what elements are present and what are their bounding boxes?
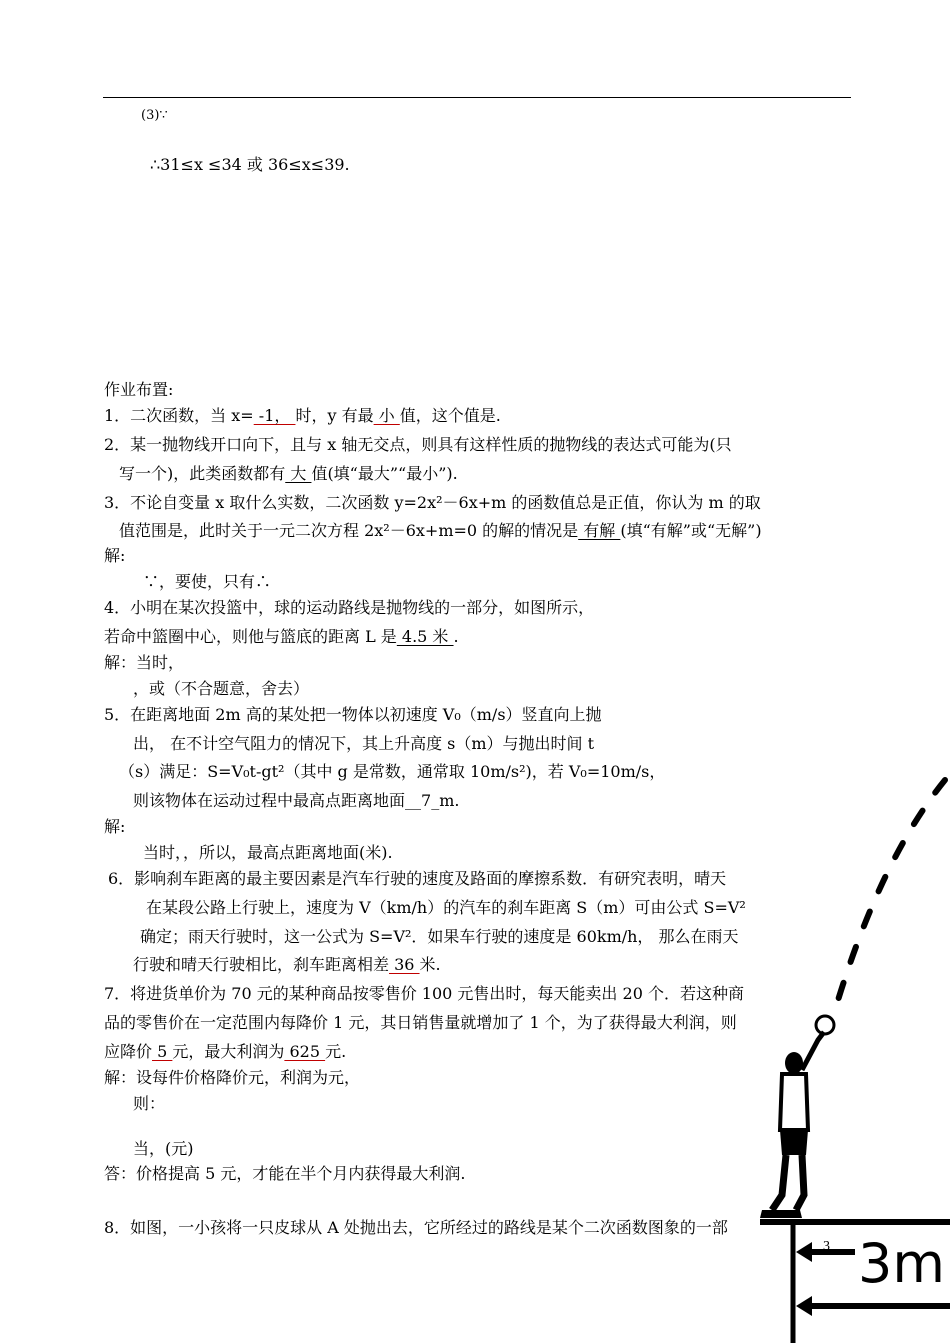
question-5-line-4 xyxy=(133,791,459,811)
question-5-line-2: 出， 在不计空气阻力的情况下，其上升高度 s（m）与抛出时间 t xyxy=(133,734,595,753)
q5-text-post: m. xyxy=(439,791,460,810)
question-6-line-3: 确定；雨天行驶时，这一公式为 S=V²．如果车行驶的速度是 60km/h， 那么在雨天 xyxy=(140,927,739,946)
solution-3: ∴31≤x ≤34 或 36≤x≤39. xyxy=(150,155,350,174)
q4-solution-1: 解：当时， xyxy=(104,653,185,672)
player-arm xyxy=(802,1032,824,1070)
q7-solution-3: 当，(元) xyxy=(133,1139,194,1158)
question-5-line-3: （s）满足：S=V₀t-gt²（其中 g 是常数，通常取 10m/s²)，若 V₀=10m/s， xyxy=(119,762,666,781)
q2-text-post: 值(填“最大”“最小”). xyxy=(311,464,458,483)
page-number: 3 xyxy=(823,1239,830,1254)
q6-text: 行驶和晴天行驶相比，刹车距离相差 xyxy=(133,955,390,974)
question-7-line-1: 7．将进货单价为 70 元的某种商品按零售价 100 元售出时，每天能卖出 20 个．若这种商 xyxy=(104,984,744,1003)
q4-text: 若命中篮圈中心，则他与篮底的距离 L 是 xyxy=(104,627,397,646)
q3-solution: ∵，要使，只有∴ xyxy=(143,572,272,591)
q5-answer: __7_ xyxy=(405,791,440,810)
q7-answer-line: 答：价格提高 5 元，才能在半个月内获得最大利润. xyxy=(104,1164,466,1183)
player-feet xyxy=(760,1210,802,1218)
q3-answer: 有解 xyxy=(578,521,621,540)
q7-solution-2: 则： xyxy=(133,1094,166,1113)
question-3-line-1: 3．不论自变量 x 取什么实数，二次函数 y=2x²－6x+m 的函数值总是正值，你认为 m 的取 xyxy=(104,493,761,512)
q4-text-post: . xyxy=(453,627,459,646)
question-6-line-2: 在某段公路上行驶上，速度为 V（km/h）的汽车的刹车距离 S（m）可由公式 S=V² xyxy=(146,898,746,917)
header-rule xyxy=(103,97,851,98)
arrow-head-icon xyxy=(796,1242,812,1262)
q1-text-mid: 时，y 有最 xyxy=(295,406,374,425)
question-8-line-1: 8．如图，一小孩将一只皮球从 A 处抛出去，它所经过的路线是某个二次函数图象的一部 xyxy=(104,1218,728,1237)
question-7-line-3 xyxy=(104,1042,346,1062)
q5-text: 则该物体在运动过程中最高点距离地面 xyxy=(133,791,406,810)
q7-text-mid: 元，最大利润为 xyxy=(172,1042,285,1061)
q3-solution-label: 解: xyxy=(104,546,126,565)
player-legs xyxy=(772,1155,804,1210)
ball-trajectory xyxy=(835,780,945,1010)
q7-answer-1: 5 xyxy=(152,1042,173,1061)
q5-solution-label: 解: xyxy=(104,817,126,836)
q7-answer-2: 625 xyxy=(284,1042,326,1061)
homework-title: 作业布置: xyxy=(104,380,174,399)
question-1 xyxy=(104,406,501,426)
q5-solution: 当时，，所以，最高点距离地面(米). xyxy=(143,843,393,862)
q4-answer: 4.5 米 xyxy=(396,627,454,646)
q2-answer: 大 xyxy=(285,464,312,483)
q1-text: 1．二次函数，当 x= xyxy=(104,406,254,425)
question-6-line-1: 6．影响刹车距离的最主要因素是汽车行驶的速度及路面的摩擦系数．有研究表明，晴天 xyxy=(108,869,727,888)
player-torso xyxy=(780,1074,808,1130)
q3-text: 值范围是，此时关于一元二次方程 2x²－6x+m=0 的解的情况是 xyxy=(119,521,579,540)
question-4-line-2 xyxy=(104,627,459,647)
q1-answer-1: -1， xyxy=(253,406,296,425)
question-2-line-2 xyxy=(119,464,458,484)
q7-solution-1: 解：设每件价格降价元，利润为元， xyxy=(104,1068,361,1087)
question-2-line-1: 2．某一抛物线开口向下，且与 x 轴无交点，则具有这样性质的抛物线的表达式可能为(只 xyxy=(104,435,732,454)
q6-text-post: 米. xyxy=(419,955,441,974)
question-3-line-2 xyxy=(119,521,762,541)
q2-text: 写一个)，此类函数都有 xyxy=(119,464,286,483)
q7-text-post: 元. xyxy=(325,1042,347,1061)
player-head xyxy=(785,1052,803,1074)
q6-answer: 36 xyxy=(389,955,420,974)
part-3-label: (3)∵ xyxy=(141,108,168,123)
q7-text: 应降价 xyxy=(104,1042,153,1061)
q3-text-post: (填“有解”或“无解”) xyxy=(620,521,762,540)
question-6-line-4 xyxy=(133,955,441,975)
ball-icon xyxy=(816,1016,834,1034)
player-shorts xyxy=(780,1130,808,1155)
question-4-line-1: 4．小明在某次投篮中，球的运动路线是抛物线的一部分，如图所示， xyxy=(104,598,595,617)
figure-label: 3m xyxy=(858,1232,945,1295)
q4-solution-2: ，或（不合题意，舍去） xyxy=(133,679,310,698)
q1-text-post: 值，这个值是. xyxy=(399,406,501,425)
basketball-figure xyxy=(760,770,950,1343)
arrow-head-lower-icon xyxy=(796,1296,812,1316)
question-5-line-1: 5．在距离地面 2m 高的某处把一物体以初速度 V₀（m/s）竖直向上抛 xyxy=(104,705,602,724)
question-7-line-2: 品的零售价在一定范围内每降价 1 元，其日销售量就增加了 1 个，为了获得最大利润，则 xyxy=(104,1013,737,1032)
q1-answer-2: 小 xyxy=(373,406,400,425)
